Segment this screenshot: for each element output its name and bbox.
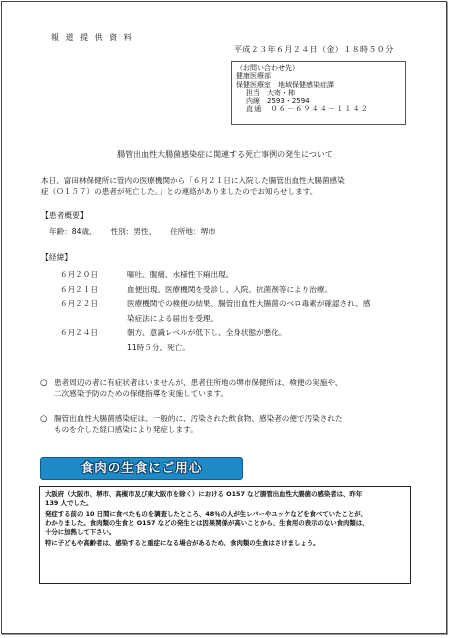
info-paragraph	[45, 539, 405, 548]
info-paragraph	[45, 490, 405, 508]
patient-residence: 住所地：堺市	[170, 227, 216, 236]
note-infection-route	[40, 413, 414, 435]
note-line: 患者周辺の者に有症状者はいませんが、患者住所地の堺市保健所は、検便の実施や、	[54, 378, 343, 387]
release-date: 平成２３年６月２４日（金）１８時５０分	[234, 45, 394, 54]
info-paragraph	[45, 510, 405, 537]
note-secondary-infection	[40, 377, 414, 399]
course-heading: 【経緯】	[41, 253, 73, 262]
intro-paragraph	[41, 175, 421, 197]
contact-section: 保健医療室 地域保健感染症課	[236, 80, 334, 89]
contact-heading: （お問い合わせ先）	[236, 64, 299, 72]
contact-direct: 直通 ０６－６９４４－１１４２	[246, 105, 369, 114]
course-event: 染症法による届出を受理。	[127, 313, 219, 323]
patient-summary	[49, 227, 230, 236]
intro-line: 本日、富田林保健所に管内の医療機関から「６月２１日に入院した腸管出血性大腸菌感染	[41, 176, 345, 185]
raw-meat-warning-banner: 食肉の生食にご用心	[40, 457, 243, 480]
contact-persons: 担当 大寄・柿	[246, 88, 295, 97]
course-date: ６月２２日	[60, 299, 98, 308]
note-line: 腸管出血性大腸菌感染症は、一般的に、汚染された飲食物、感染者の便で汚染された	[54, 414, 343, 423]
contact-extension: 内線 2593・2594	[246, 97, 310, 105]
course-date: ６月２０日	[60, 270, 98, 279]
raw-meat-info-box	[39, 486, 411, 584]
info-line: 大阪府（大阪市、堺市、高槻市及び東大阪市を除く）における O157 など腸管出血性大腸菌の感染者は、昨年	[45, 490, 363, 498]
info-line: 特に子どもや高齢者は、感染すると重症になる場合があるため、食肉類の生食はさけましょう。	[45, 539, 320, 548]
note-line: 二次感染予防のための保健指導を実施しています。	[54, 389, 229, 398]
contact-dept: 健康医療部	[236, 72, 271, 81]
document-title: 腸管出血性大腸菌感染症に関連する死亡事例の発生について	[117, 150, 333, 159]
info-line: わかりました。食肉類の生食と O157 などの発生とは因果関係が高いことから、生食用の表示のない食肉類は、	[45, 519, 369, 528]
patient-heading: 【患者概要】	[41, 211, 88, 220]
course-event: 医療機関での検便の結果、腸管出血性大腸菌のベロ毒素が確認され、感	[127, 299, 371, 308]
report-label: 報 道 提 供 資 料	[51, 33, 134, 42]
bullet-icon: ○	[40, 414, 48, 424]
info-line: 139 人でした。	[45, 499, 93, 508]
patient-age: 年齢：84歳、	[49, 227, 97, 236]
info-line: 発症する前の 10 日間に食べたものを調査したところ、48％の人が生レバーやユッケなどを食べていたことが、	[45, 510, 368, 519]
course-event: 11時５分、死亡。	[127, 342, 190, 352]
contact-box	[231, 61, 406, 125]
course-event: 血便出現。医療機関を受診し、入院。抗菌剤等により治療。	[127, 284, 333, 294]
patient-sex: 性別：男性、	[110, 227, 157, 236]
intro-line: 症（Ｏ１５７）の患者が死亡した。」との連絡がありましたのでお知らせします。	[41, 187, 318, 196]
course-date: ６月２４日	[60, 328, 98, 337]
info-line: 十分に加熱して下さい。	[45, 528, 116, 537]
course-event: 朝方、意識レベルが低下し、全身状態が悪化。	[127, 328, 287, 337]
note-line: ものを介した経口感染により発症します。	[54, 425, 198, 434]
course-date: ６月２１日	[60, 284, 98, 294]
course-event: 嘔吐、腹痛、水様性下痢出現。	[127, 270, 234, 279]
press-release-page	[1, 1, 447, 634]
bullet-icon: ○	[40, 378, 48, 388]
